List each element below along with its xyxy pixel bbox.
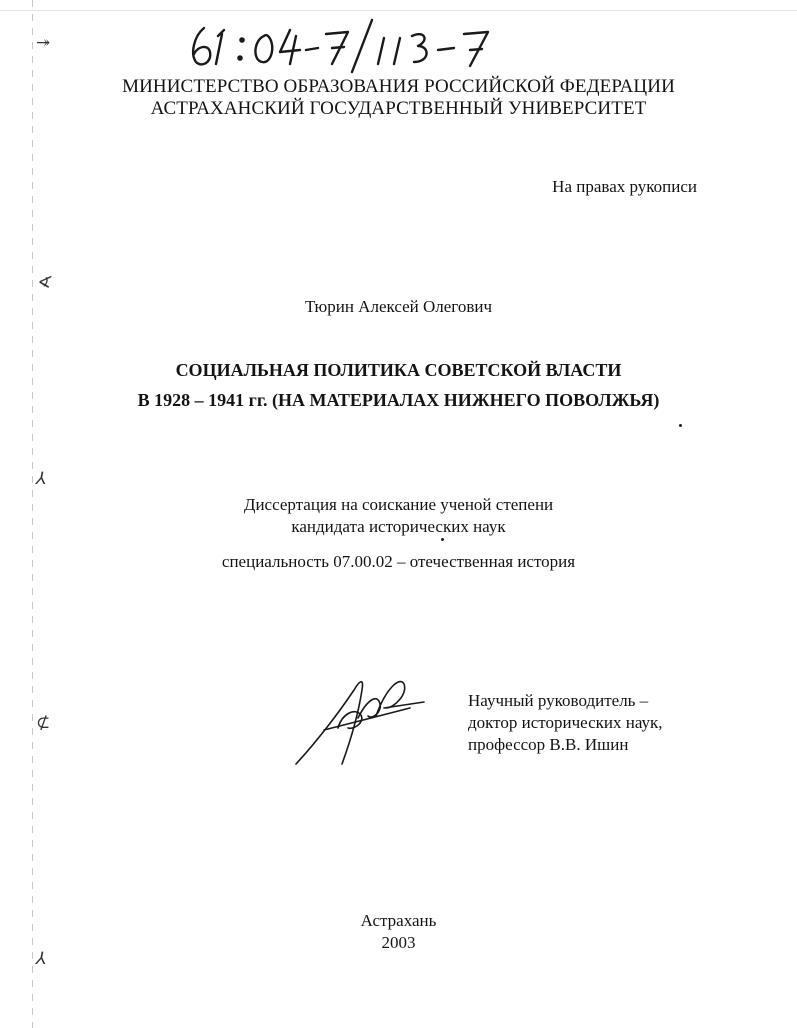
- margin-mark-icon: ↠: [36, 33, 51, 52]
- supervisor-line-1: Научный руководитель –: [468, 691, 649, 710]
- margin-mark-icon: ∢: [36, 273, 51, 292]
- signature-drawing: [290, 668, 430, 773]
- rights-note: На правах рукописи: [552, 177, 697, 196]
- margin-mark-icon: ⅄: [36, 469, 47, 488]
- author-name: Тюрин Алексей Олегович: [305, 297, 492, 316]
- signature: [290, 668, 430, 773]
- degree-line-1: Диссертация на соискание ученой степени: [243, 495, 554, 514]
- scan-top-edge: [0, 10, 797, 11]
- university-name: АСТРАХАНСКИЙ ГОСУДАРСТВЕННЫЙ УНИВЕРСИТЕТ: [150, 98, 647, 119]
- place-and-year: [0, 910, 797, 954]
- scan-speck: [441, 538, 444, 541]
- supervisor-line-2: доктор исторических наук,: [468, 713, 663, 732]
- margin-mark-icon: ⅄: [36, 949, 47, 968]
- degree-line-2: кандидата исторических наук: [291, 517, 506, 536]
- scan-speck: [679, 424, 682, 427]
- handwritten-code-drawing: [182, 14, 522, 74]
- institution-header: [0, 76, 797, 120]
- title-line-2: В 1928 – 1941 гг. (НА МАТЕРИАЛАХ НИЖНЕГО ПОВОЛЖЬЯ): [137, 390, 660, 410]
- supervisor-line-3: профессор В.В. Ишин: [468, 735, 629, 754]
- handwritten-archive-code: [182, 14, 522, 74]
- city: Астрахань: [360, 911, 437, 930]
- ministry-name: МИНИСТЕРСТВО ОБРАЗОВАНИЯ РОССИЙСКОЙ ФЕДЕРАЦИИ: [122, 76, 675, 97]
- scientific-supervisor: [468, 690, 663, 756]
- margin-mark-icon: ⊄: [36, 713, 51, 732]
- year: 2003: [381, 933, 416, 952]
- title-line-1: СОЦИАЛЬНАЯ ПОЛИТИКА СОВЕТСКОЙ ВЛАСТИ: [175, 360, 622, 380]
- dissertation-degree: [0, 494, 797, 538]
- dissertation-title: [0, 355, 797, 415]
- specialty: специальность 07.00.02 – отечественная история: [221, 552, 576, 571]
